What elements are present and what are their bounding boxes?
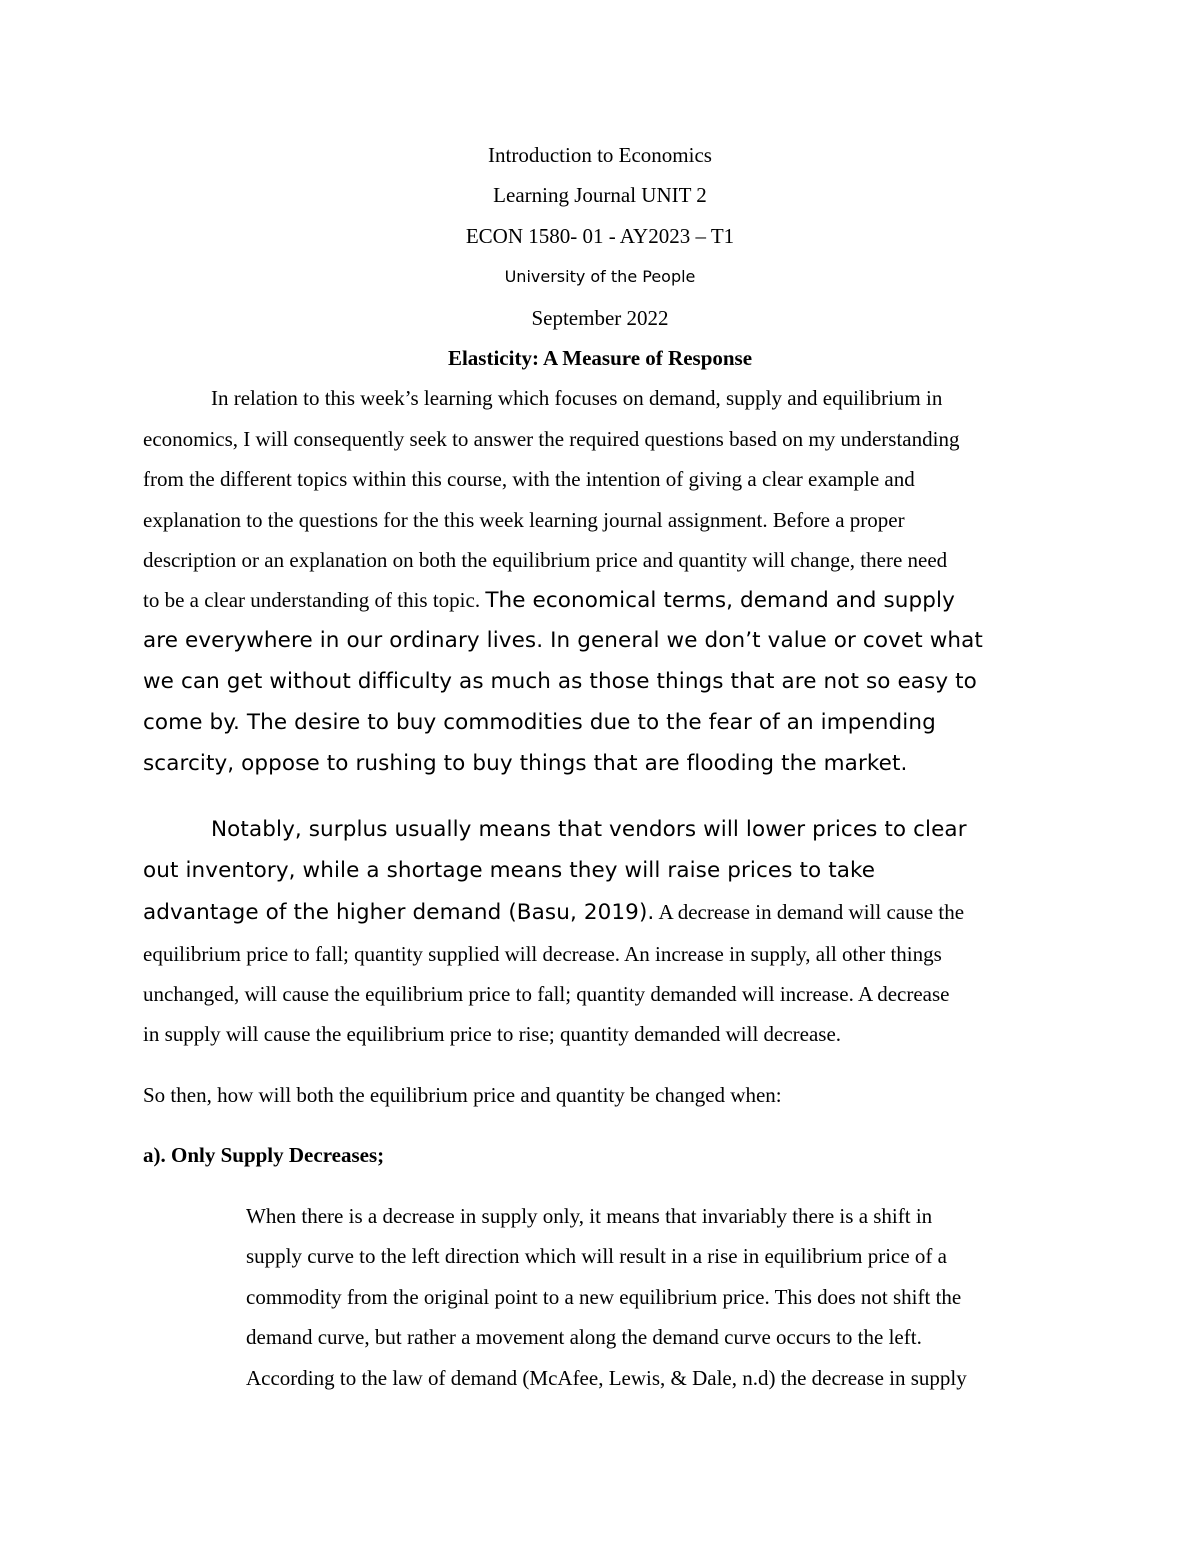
university-name: University of the People: [504, 267, 696, 286]
paragraph2-line: in supply will cause the equilibrium price to rise; quantity demanded will decrease.: [143, 1022, 842, 1046]
paragraph1-line: from the different topics within this course, with the intention of giving a clear example and: [143, 467, 915, 491]
paragraph2-sans-segment: advantage of the higher demand (Basu, 2019).: [143, 900, 655, 925]
paragraph2-sans-line: out inventory, while a shortage means they will raise prices to take: [143, 858, 876, 883]
paragraph1-serif-segment: to be a clear understanding of this topic.: [143, 588, 486, 612]
paragraph1-line: In relation to this week’s learning which focuses on demand, supply and equilibrium in: [211, 386, 943, 410]
section-a-heading: a). Only Supply Decreases;: [143, 1143, 385, 1167]
paragraph1-line: description or an explanation on both the equilibrium price and quantity will change, there need: [143, 548, 948, 572]
assignment-title: Learning Journal UNIT 2: [493, 183, 707, 207]
section-a-line: According to the law of demand (McAfee, Lewis, & Dale, n.d) the decrease in supply: [246, 1366, 967, 1390]
paragraph1-sans-line: are everywhere in our ordinary lives. In general we don’t value or covet what: [143, 628, 983, 653]
paragraph1-sans-line: we can get without difficulty as much as those things that are not so easy to: [143, 669, 977, 694]
paragraph1-line: explanation to the questions for the this week learning journal assignment. Before a proper: [143, 508, 905, 532]
paragraph1-sans-line: come by. The desire to buy commodities due to the fear of an impending: [143, 710, 936, 735]
section-a-line: supply curve to the left direction which will result in a rise in equilibrium price of a: [246, 1244, 947, 1268]
paragraph2-line: equilibrium price to fall; quantity supplied will decrease. An increase in supply, all other things: [143, 942, 942, 966]
paragraph2-serif-segment: A decrease in demand will cause the: [654, 900, 965, 924]
course-code: ECON 1580- 01 - AY2023 – T1: [465, 224, 735, 248]
question-intro: So then, how will both the equilibrium price and quantity be changed when:: [143, 1083, 782, 1107]
section-a-line: commodity from the original point to a new equilibrium price. This does not shift the: [246, 1285, 962, 1309]
section-a-line: When there is a decrease in supply only, it means that invariably there is a shift in: [246, 1204, 933, 1228]
paragraph1-mixed-line: [143, 588, 955, 613]
course-title: Introduction to Economics: [488, 143, 712, 167]
paragraph1-sans-line: scarcity, oppose to rushing to buy things that are flooding the market.: [143, 751, 908, 776]
section-a-line: demand curve, but rather a movement along the demand curve occurs to the left.: [246, 1325, 922, 1349]
section-heading: Elasticity: A Measure of Response: [447, 346, 753, 370]
paragraph1-line: economics, I will consequently seek to answer the required questions based on my understanding: [143, 427, 960, 451]
paragraph2-line: unchanged, will cause the equilibrium price to fall; quantity demanded will increase. A decrease: [143, 982, 950, 1006]
paragraph1-sans-segment: The economical terms, demand and supply: [485, 588, 955, 613]
paragraph2-mixed-line: [143, 900, 964, 925]
date: September 2022: [531, 306, 669, 330]
paragraph2-sans-line: Notably, surplus usually means that vendors will lower prices to clear: [211, 817, 967, 842]
